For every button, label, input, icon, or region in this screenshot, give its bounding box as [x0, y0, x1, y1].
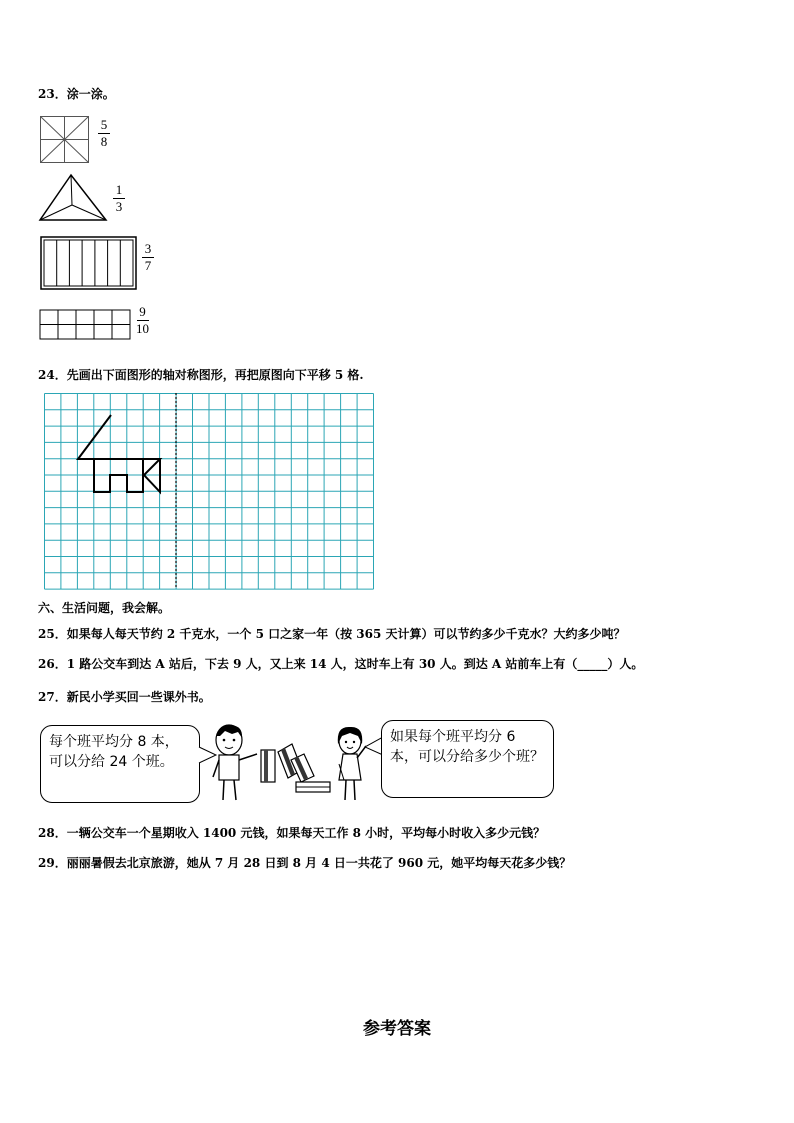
fraction-3-7: [142, 242, 154, 273]
square-octants-figure[interactable]: [40, 116, 90, 164]
q27-title: 27．新民小学买回一些课外书。: [38, 690, 211, 704]
speech-bubble-left: 每个班平均分 8 本，可以分给 24 个班。: [40, 725, 200, 803]
answers-title: 参考答案: [363, 1019, 431, 1039]
q29-text: 29．丽丽暑假去北京旅游，她从 7 月 28 日到 8 月 4 日一共花了 960 元，她平均每天花多少钱？: [38, 856, 572, 870]
boy-figure-icon: [205, 722, 265, 804]
q23-title: 23．涂一涂。: [38, 87, 115, 101]
fraction-numerator: 3: [144, 241, 152, 256]
q28-text: 28．一辆公交车一个星期收入 1400 元钱，如果每天工作 8 小时，平均每小时收入多少元钱？: [38, 826, 546, 840]
fraction-denominator: 8: [100, 134, 108, 149]
triangle-thirds-figure[interactable]: [38, 173, 108, 223]
rectangle-sevenths-figure[interactable]: [40, 236, 138, 291]
fraction-numerator: 9: [139, 304, 146, 319]
section-6-title: 六、生活问题，我会解。: [38, 601, 171, 615]
grid-paper[interactable]: [44, 393, 375, 591]
books-icon: [258, 740, 336, 796]
rectangle-tenths-figure[interactable]: [39, 309, 132, 341]
fraction-denominator: 7: [144, 258, 152, 273]
fraction-numerator: 1: [115, 182, 123, 197]
speech-bubble-right: 如果每个班平均分 6 本，可以分给多少个班？: [381, 720, 554, 798]
fraction-denominator: 10: [136, 321, 149, 336]
q26-text: 26．1 路公交车到达 A 站后，下去 9 人，又上来 14 人，这时车上有 30 人。到达 A 站前车上有（_____）人。: [38, 657, 644, 671]
q25-text: 25．如果每人每天节约 2 千克水，一个 5 口之家一年（按 365 天计算）可以节约多少千克水？大约多少吨？: [38, 627, 626, 641]
q24-title: 24．先画出下面图形的轴对称图形，再把原图向下平移 5 格.: [38, 368, 364, 382]
fraction-numerator: 5: [100, 117, 108, 132]
fraction-9-10: [136, 305, 149, 336]
fraction-denominator: 3: [115, 199, 123, 214]
fraction-1-3: [113, 183, 125, 214]
fraction-5-8: [98, 118, 110, 149]
